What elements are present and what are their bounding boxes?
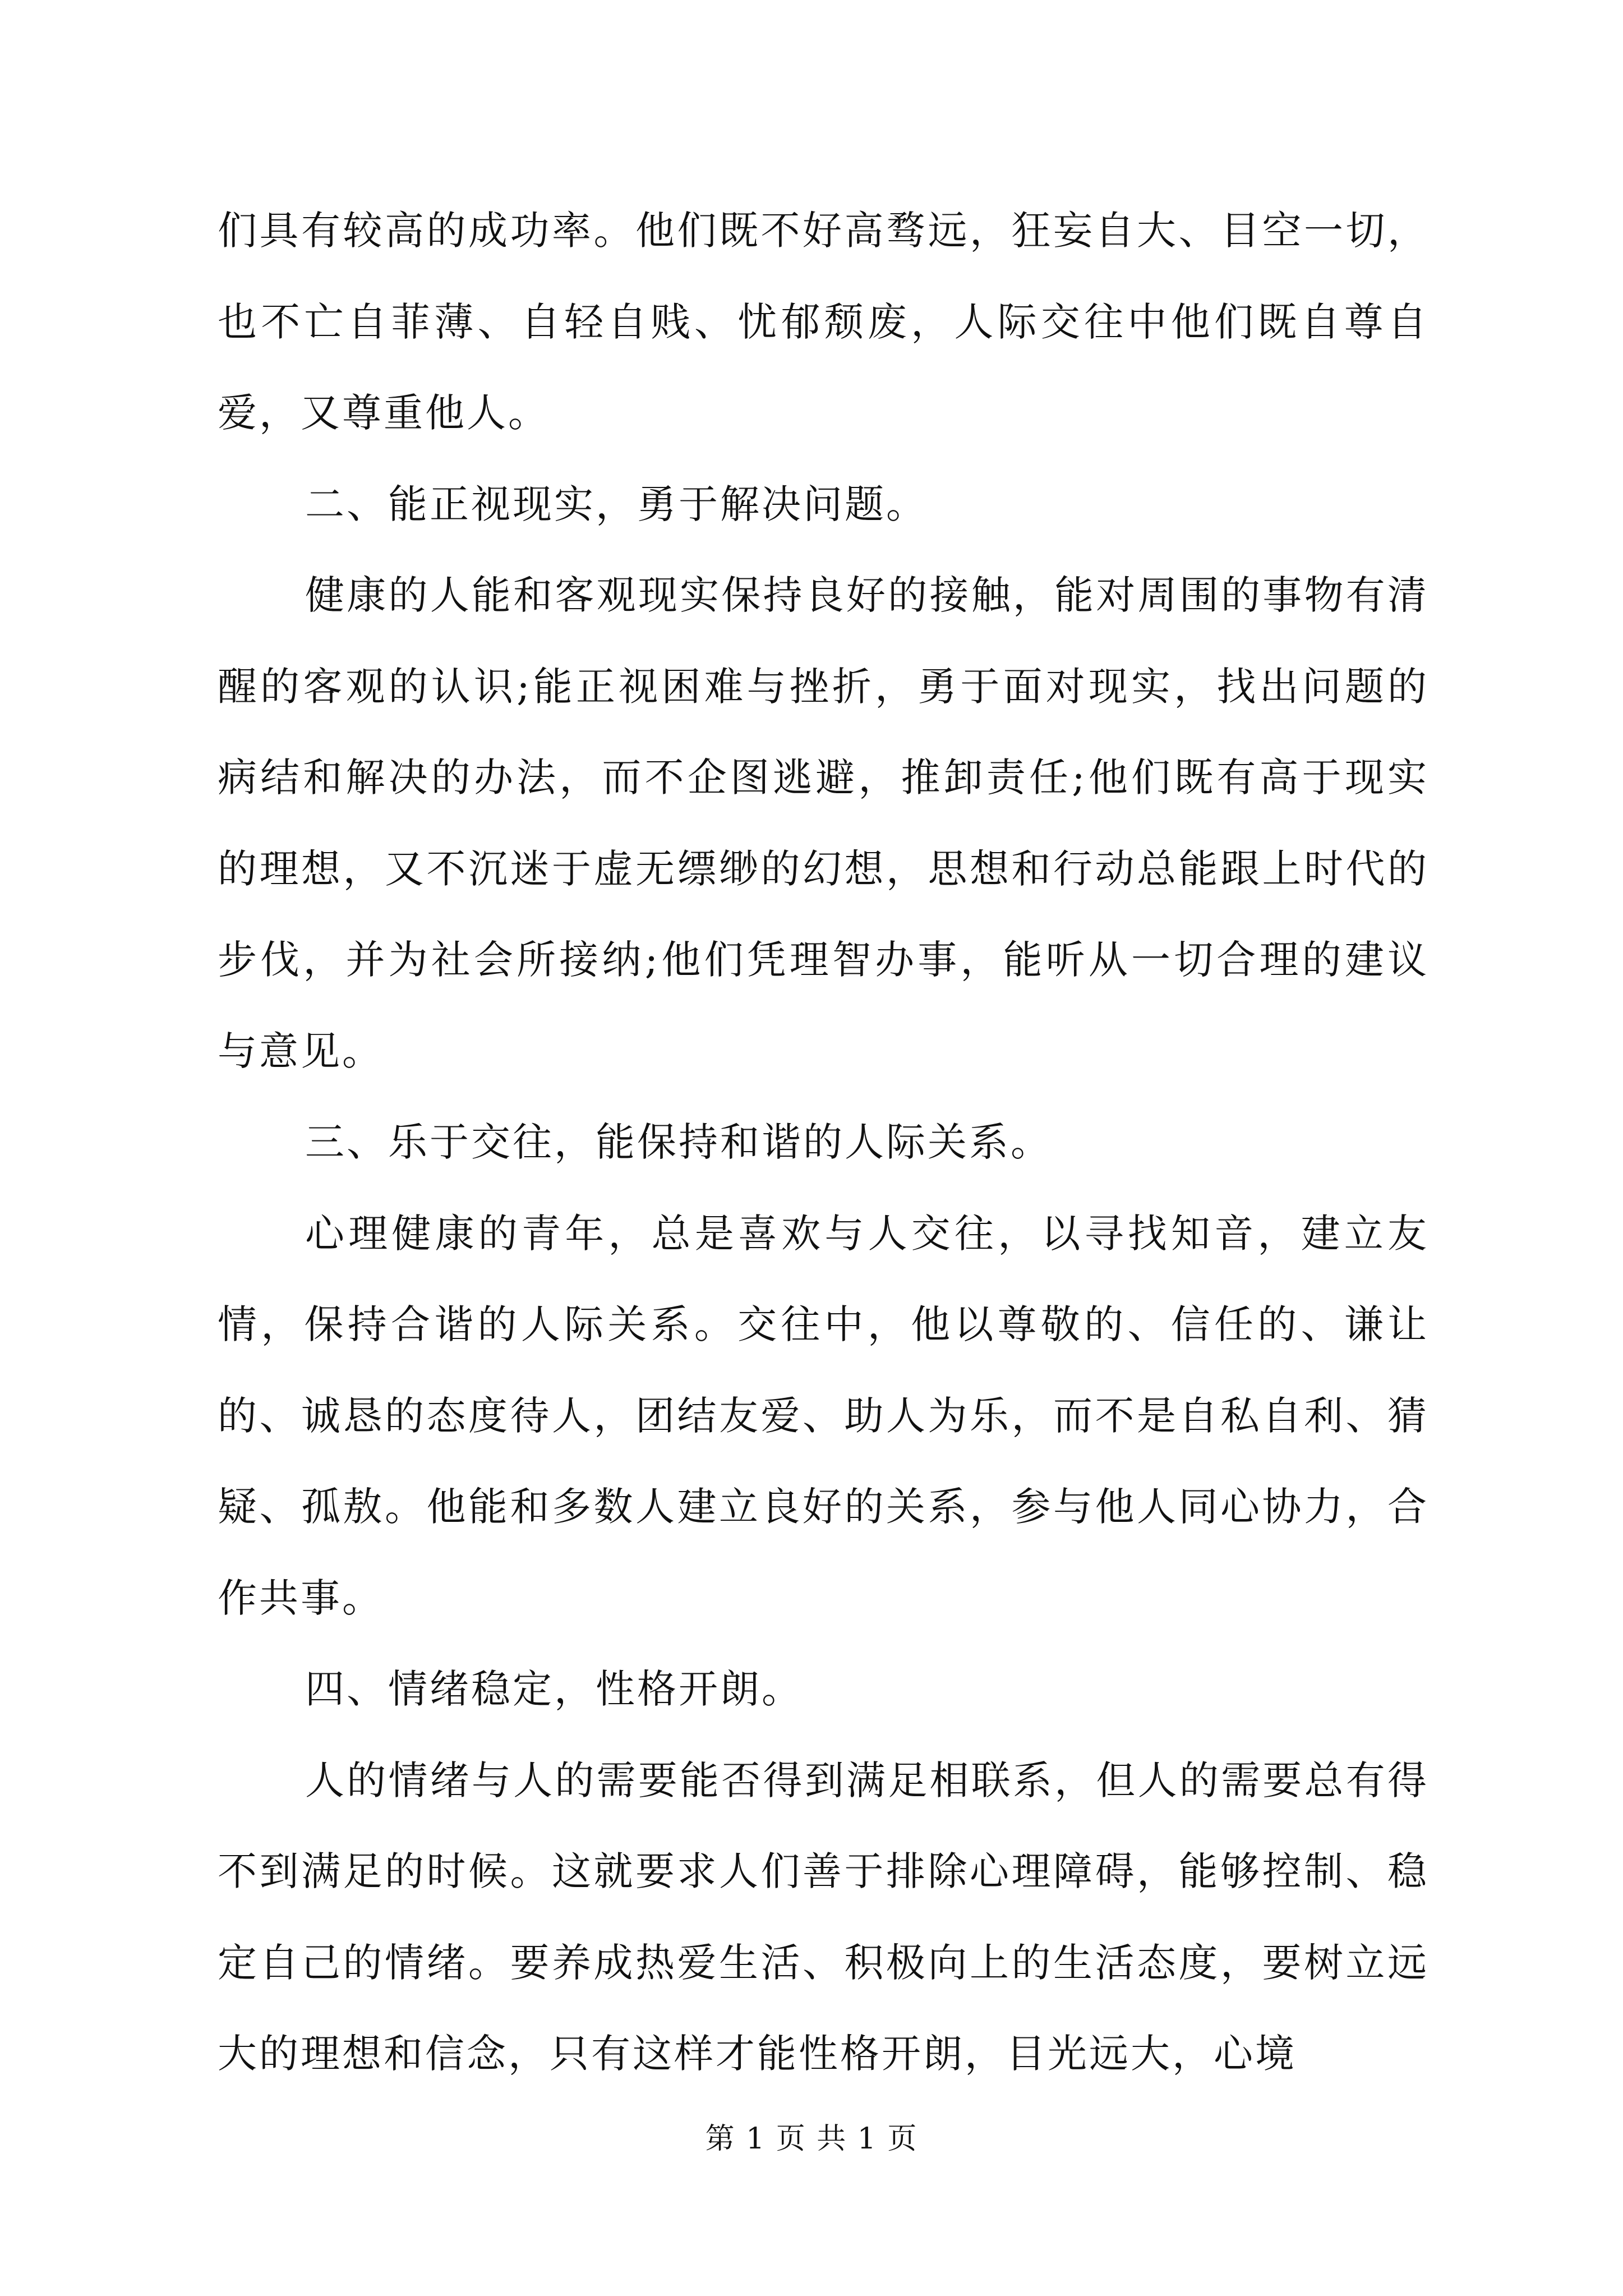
paragraph-reality: 健康的人能和客观现实保持良好的接触，能对周围的事物有清醒的客观的认识;能正视困难与挫折，勇于面对现实，找出问题的病结和解决的办法，而不企图逃避，推卸责任;他们既有高于现实的理想，又不沉迷于虚无缥缈的幻想，思想和行动总能跟上时代的步伐，并为社会所接纳;他们凭理智办事，能听从一切合理的建议与意见。 (218, 572, 1429, 1074)
page-footer: 第 1 页 共 1 页 (705, 2122, 918, 2156)
paragraph-relationships: 心理健康的青年，总是喜欢与人交往，以寻找知音，建立友情，保持合谐的人际关系。交往中，他以尊敬的、信任的、谦让的、诚恳的态度待人，团结友爱、助人为乐，而不是自私自利、猜疑、孤敖。他能和多数人建立良好的关系，参与他人同心协力，合作共事。 (218, 1210, 1429, 1621)
paragraph-continuation: 们具有较高的成功率。他们既不好高骛远，狂妄自大、目空一切，也不亡自菲薄、自轻自贱、忧郁颓废，人际交往中他们既自尊自爱，又尊重他人。 (218, 208, 1429, 436)
section-heading-3: 三、乐于交往，能保持和谐的人际关系。 (305, 1119, 1052, 1165)
document-body (218, 185, 1429, 2100)
section-heading-4: 四、情绪稳定，性格开朗。 (305, 1666, 803, 1712)
paragraph-emotions: 人的情绪与人的需要能否得到满足相联系，但人的需要总有得不到满足的时候。这就要求人们善于排除心理障碍，能够控制、稳定自己的情绪。要养成热爱生活、积极向上的生活态度，要树立远大的理想和信念，只有这样才能性格开朗，目光远大，心境 (218, 1757, 1429, 2077)
section-heading-2: 二、能正视现实，勇于解决问题。 (305, 481, 928, 527)
